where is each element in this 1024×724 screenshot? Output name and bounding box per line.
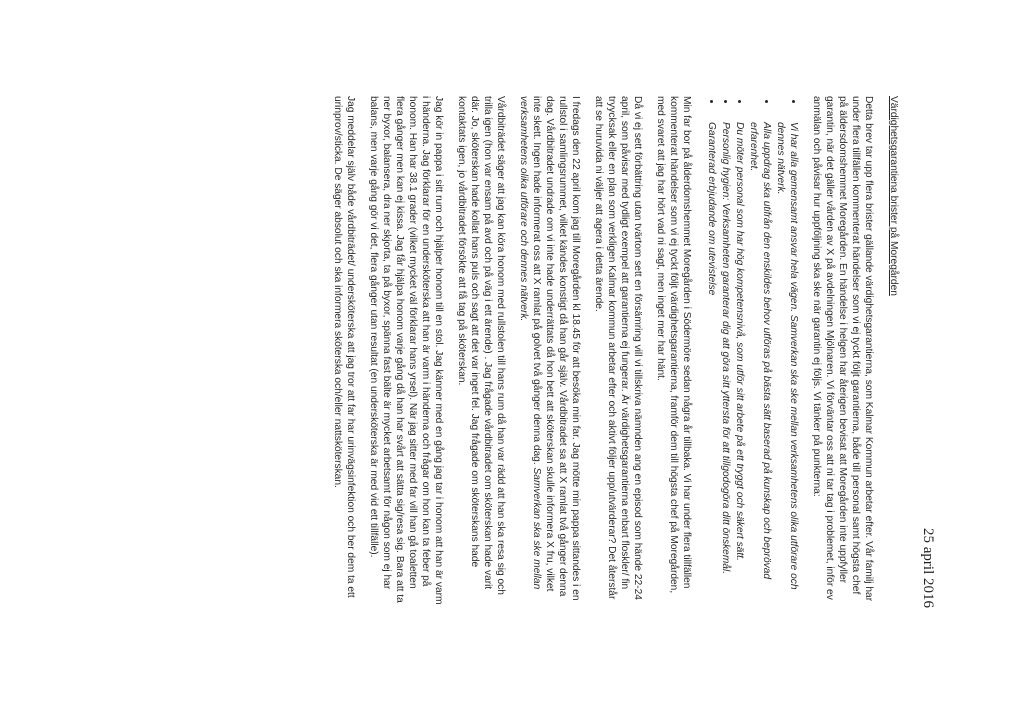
- guarantee-item: • Vi har alla gemensamt ansvar hela vägen. Samverkan ska ske mellan verksamhetens olika utförare och dennes nätverk.: [774, 112, 800, 608]
- guarantee-item: • Du möter personal som har hög kompetensnivå, som utför sitt arbete på ett tryggt och säkert sätt.: [733, 112, 746, 608]
- incident-emphasis: Samverkan ska ske mellan verksamhetens olika utförare och dennes nätverk.: [518, 96, 542, 590]
- document-date: 25 april 2016: [920, 528, 936, 608]
- guarantee-list: [705, 96, 800, 608]
- guarantee-item: • Garanterad erbjudande om utevistelse: [705, 112, 718, 608]
- fever-paragraph: Jag kör in pappa i sitt rum och hjälper honom till en stol. Jag känner med en gång jag tar i honom att han är varm i händerna. Jag förklarar för en undersköterska att han är varm i händerna och frågar om hon kan ta feber på honom. Han har 38.1 grader (vilket mycket väl förklarar hans yrsel). När jag sitter med far vill han gå toaletten flera gånger men kan ej kissa. Jag får hjälpa honom varje gång då han har svårt att sätta sig/resa sig. Bara att ta ner byxor, balansera, dra ner skjorta, ta på byxor, spänna fast bälte är mycket arbetsamt för någon som ej har balans, men varje gång gör vi det, flera gånger utan resultat (en undersköterska är med vid ett tillfälle).: [368, 96, 444, 605]
- guarantee-item: • Alla uppdrag ska utifrån den enskildes behov utföras på bästa sätt baserad på kunskap och beprövad erfarenhet.: [747, 112, 773, 608]
- letter-body: [321, 96, 900, 608]
- urine-test-paragraph: Jag meddelar själv både vårdbiträdet/ undersköterska att jag tror att far har urinvägsinfektion och ber dem ta ett urinprov/sticka. De säger absolut och ska informera sköterska och/eller nattsköterskan.: [332, 96, 356, 598]
- intro-paragraph: Detta brev tar upp flera brister gällande värdighetsgarantierna, som Kalmar Kommun arbetar efter. Vår familj har under flera tillfällen kommenterat händelser som vi ej tyckt följt garantierna, både till personal samt högsta chef på äldersdomshemmet Moregården. En händelse i helgen har återigen bevisat att Moregården inte uppfyller garantin, när det gäller vården av X på avdelningen Mjölnaren. Vi förväntar oss att ni tar tag i problemet, inför ev anmälan och påvisar hur uppföljning ska ske när garantin ej följs. Vi tänker på punkterna:: [811, 96, 874, 602]
- wheelchair-paragraph: Vårdbiträdet säger att jag kan köra honom med rullstolen till hans rum då han var rädd att han ska resa sig och trilla igen (hon var ensam på avd och på väg i ett ärende) . Jag frågade vårdbitradet om sköterskan hade varit där. Jo, sköterskan hade kollat hans puls och sagt att det var inget fel. Jag frågade om sköterskans hade kontaktats igen, jo vårdbitradet försökte att få tag på sköterskan.: [456, 96, 506, 595]
- guarantee-item: • Personlig hygien: Verksamheten garanterar dig att göra sitt yttersta för att tillgodogöra ditt önskemål.: [719, 112, 732, 608]
- incident-paragraph: [517, 96, 582, 608]
- background-paragraph: Min far bor på ålderdomshemmet Moregården i Södermöre sedan några år tillbaka. Vi har under flera tillfällen kommenterat händelser som vi ej tyckt följt värdighetsgarantierna, framför dem till högsta chef på Moregården, med svaret att jag har hört vad ni sagt, men inget mer har hänt.: [655, 96, 692, 594]
- incident-text: I fredags den 22 april kom jag till Moregården kl 18.45 för att besöka min far. Jag mötte min pappa sittandes i en rullstol i samlingsrummet, vilket kändes konstigt då han går själv. Vårdbitradet sa att X ramlat två gånger denna dag. Vårdbitradet undrade om vi inte hade underrättats då hon bett att sköterskan skulle informera X fru, vilket inte skett. Ingen hade informerat oss att X ramlat på golvet två gånger denna dag.: [531, 96, 581, 601]
- purpose-paragraph: Då vi ej sett förbättring utan tvärtom sett en försämring vill vi tillskriva nämnden ang en episod som hände 22-24 april, som påvisar med tydligt exempel att garantierna ej fungerar. Är värdighetsgarantierna enbart floskler/ fin tryycksak eller en plan som verkligen Kalmar kommun arbetar efter och aktivt följer upp/utvärderar? Det återstår att se huruvida ni väljer att agera i detta ärende.: [593, 96, 643, 600]
- letter-heading: Värdighetsgarantiena brister på Moregården: [888, 96, 899, 296]
